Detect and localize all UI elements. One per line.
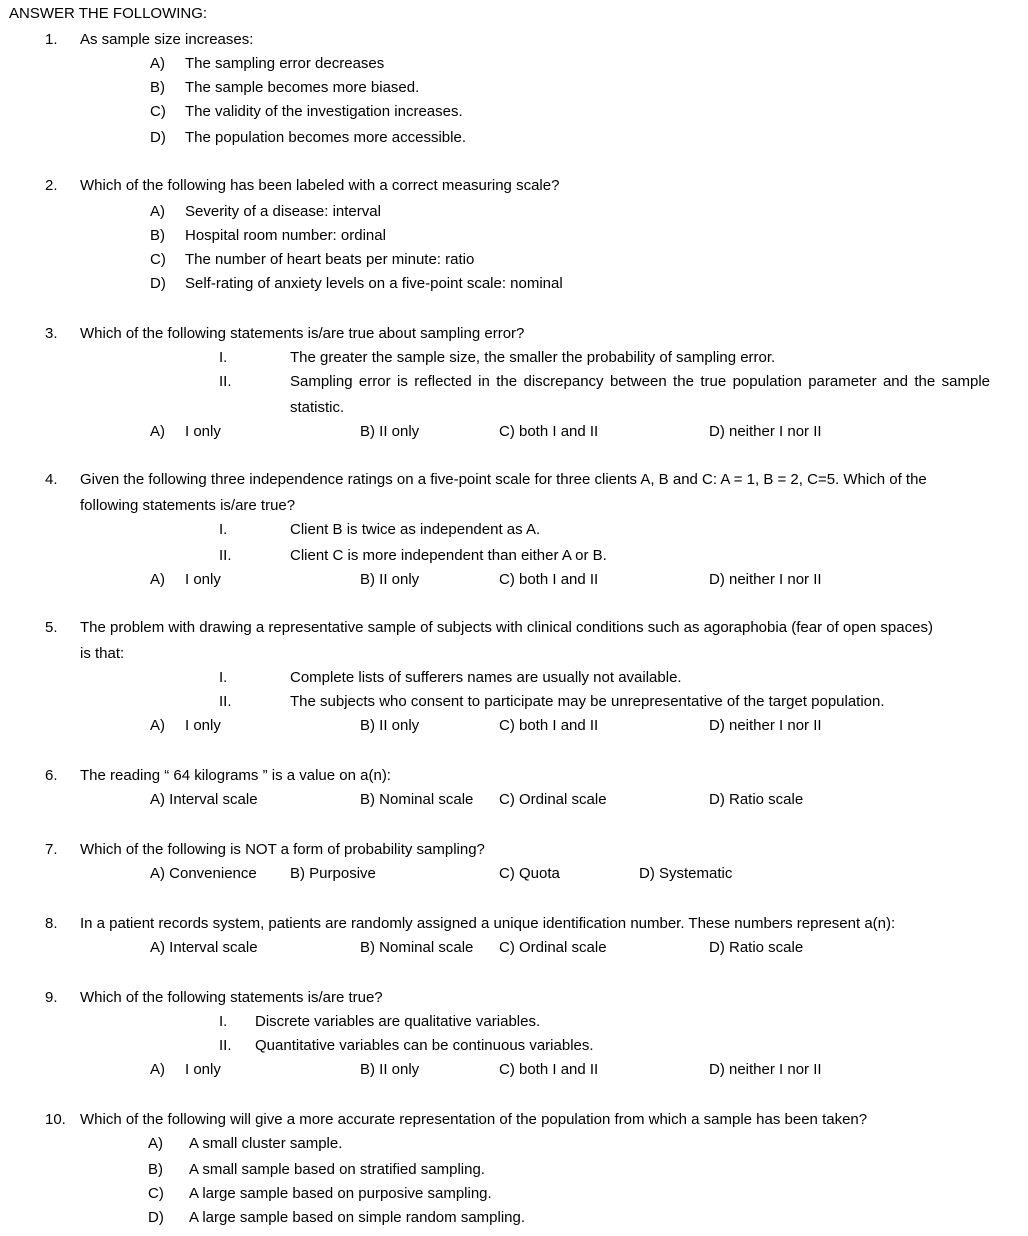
choice-c: C) Ordinal scale bbox=[499, 939, 607, 956]
choice-c: C) both I and II bbox=[499, 717, 599, 734]
choice-a: A) Interval scale bbox=[150, 939, 258, 956]
question-number: 5. bbox=[45, 619, 58, 636]
question-number: 3. bbox=[45, 325, 58, 342]
choice-c: C) Ordinal scale bbox=[499, 791, 607, 808]
statement-roman: II. bbox=[219, 1037, 232, 1054]
question-stem: In a patient records system, patients are randomly assigned a unique identification number. These numbers represent a(n): bbox=[80, 915, 896, 932]
question-stem: As sample size increases: bbox=[80, 31, 254, 48]
option-letter: B) bbox=[150, 227, 165, 244]
option-text: The sampling error decreases bbox=[185, 55, 385, 72]
choice-c: C) both I and II bbox=[499, 571, 599, 588]
statement-roman: II. bbox=[219, 693, 232, 710]
statement-roman: I. bbox=[219, 349, 228, 366]
statement-roman: II. bbox=[219, 547, 232, 564]
option-letter: B) bbox=[148, 1161, 163, 1178]
question-number: 4. bbox=[45, 471, 58, 488]
choice-b: B) II only bbox=[360, 1061, 420, 1078]
choice-a: I only bbox=[185, 1061, 221, 1078]
question-number: 6. bbox=[45, 767, 58, 784]
option-text: The number of heart beats per minute: ratio bbox=[185, 251, 475, 268]
choice-a: I only bbox=[185, 571, 221, 588]
choice-d: D) neither I nor II bbox=[709, 423, 822, 440]
question-stem: The problem with drawing a representative sample of subjects with clinical conditions such as agoraphobia (fear of open spaces) bbox=[80, 619, 933, 636]
option-text: The sample becomes more biased. bbox=[185, 79, 420, 96]
option-letter: C) bbox=[148, 1185, 164, 1202]
option-text: Severity of a disease: interval bbox=[185, 203, 381, 220]
choice-d: D) Systematic bbox=[639, 865, 733, 882]
choice-a-letter: A) bbox=[150, 1061, 165, 1078]
choice-a: I only bbox=[185, 717, 221, 734]
choice-d: D) neither I nor II bbox=[709, 717, 822, 734]
question-stem: The reading “ 64 kilograms ” is a value on a(n): bbox=[80, 767, 391, 784]
question-stem: Given the following three independence ratings on a five-point scale for three clients A, B and C: A = 1, B = 2, C=5. Which of the bbox=[80, 471, 927, 488]
choice-b: B) II only bbox=[360, 717, 420, 734]
option-letter: D) bbox=[150, 275, 166, 292]
option-text: The validity of the investigation increases. bbox=[185, 103, 463, 120]
choice-a: A) Interval scale bbox=[150, 791, 258, 808]
choice-c: C) Quota bbox=[499, 865, 560, 882]
question-stem: Which of the following has been labeled with a correct measuring scale? bbox=[80, 177, 560, 194]
option-text: Hospital room number: ordinal bbox=[185, 227, 386, 244]
choice-b: B) Nominal scale bbox=[360, 939, 474, 956]
option-text: A small sample based on stratified sampling. bbox=[189, 1161, 485, 1178]
question-stem: following statements is/are true? bbox=[80, 497, 296, 514]
question-number: 9. bbox=[45, 989, 58, 1006]
question-number: 10. bbox=[45, 1111, 66, 1128]
option-text: Self-rating of anxiety levels on a five-point scale: nominal bbox=[185, 275, 563, 292]
choice-d: D) Ratio scale bbox=[709, 939, 804, 956]
option-text: A large sample based on purposive sampling. bbox=[189, 1185, 492, 1202]
choice-a-letter: A) bbox=[150, 717, 165, 734]
statement-roman: I. bbox=[219, 521, 228, 538]
statement-text: Quantitative variables can be continuous variables. bbox=[255, 1037, 594, 1054]
choice-b: B) Purposive bbox=[290, 865, 376, 882]
choice-d: D) neither I nor II bbox=[709, 571, 822, 588]
choice-c: C) both I and II bbox=[499, 423, 599, 440]
statement-roman: I. bbox=[219, 1013, 228, 1030]
choice-c: C) both I and II bbox=[499, 1061, 599, 1078]
option-letter: D) bbox=[150, 129, 166, 146]
statement-roman: I. bbox=[219, 669, 228, 686]
option-letter: A) bbox=[150, 203, 165, 220]
question-stem: Which of the following is NOT a form of probability sampling? bbox=[80, 841, 485, 858]
question-stem: Which of the following statements is/are true about sampling error? bbox=[80, 325, 525, 342]
choice-b: B) Nominal scale bbox=[360, 791, 474, 808]
option-letter: B) bbox=[150, 79, 165, 96]
statement-text: Client B is twice as independent as A. bbox=[290, 521, 541, 538]
question-stem: Which of the following statements is/are true? bbox=[80, 989, 383, 1006]
question-number: 8. bbox=[45, 915, 58, 932]
question-number: 1. bbox=[45, 31, 58, 48]
option-letter: C) bbox=[150, 251, 166, 268]
option-text: A small cluster sample. bbox=[189, 1135, 343, 1152]
option-text: The population becomes more accessible. bbox=[185, 129, 466, 146]
question-number: 7. bbox=[45, 841, 58, 858]
choice-a: A) Convenience bbox=[150, 865, 257, 882]
option-text: A large sample based on simple random sampling. bbox=[189, 1209, 526, 1226]
option-letter: D) bbox=[148, 1209, 164, 1226]
option-letter: A) bbox=[148, 1135, 163, 1152]
statement-text: Discrete variables are qualitative variables. bbox=[255, 1013, 541, 1030]
statement-text: The subjects who consent to participate may be unrepresentative of the target population. bbox=[290, 693, 885, 710]
choice-b: B) II only bbox=[360, 423, 420, 440]
question-stem: is that: bbox=[80, 645, 125, 662]
statement-text: Client C is more independent than either A or B. bbox=[290, 547, 607, 564]
choice-b: B) II only bbox=[360, 571, 420, 588]
choice-d: D) Ratio scale bbox=[709, 791, 804, 808]
choice-a: I only bbox=[185, 423, 221, 440]
statement-roman: II. bbox=[219, 373, 232, 390]
choice-d: D) neither I nor II bbox=[709, 1061, 822, 1078]
statement-text: The greater the sample size, the smaller the probability of sampling error. bbox=[290, 349, 776, 366]
option-letter: A) bbox=[150, 55, 165, 72]
choice-a-letter: A) bbox=[150, 571, 165, 588]
page-heading: ANSWER THE FOLLOWING: bbox=[9, 5, 208, 22]
question-number: 2. bbox=[45, 177, 58, 194]
statement-text: Sampling error is reflected in the discrepancy between the true population parameter and the sample statistic. bbox=[290, 373, 990, 416]
choice-a-letter: A) bbox=[150, 423, 165, 440]
question-stem: Which of the following will give a more accurate representation of the population from which a sample has been taken? bbox=[80, 1111, 868, 1128]
option-letter: C) bbox=[150, 103, 166, 120]
statement-text: Complete lists of sufferers names are usually not available. bbox=[290, 669, 682, 686]
